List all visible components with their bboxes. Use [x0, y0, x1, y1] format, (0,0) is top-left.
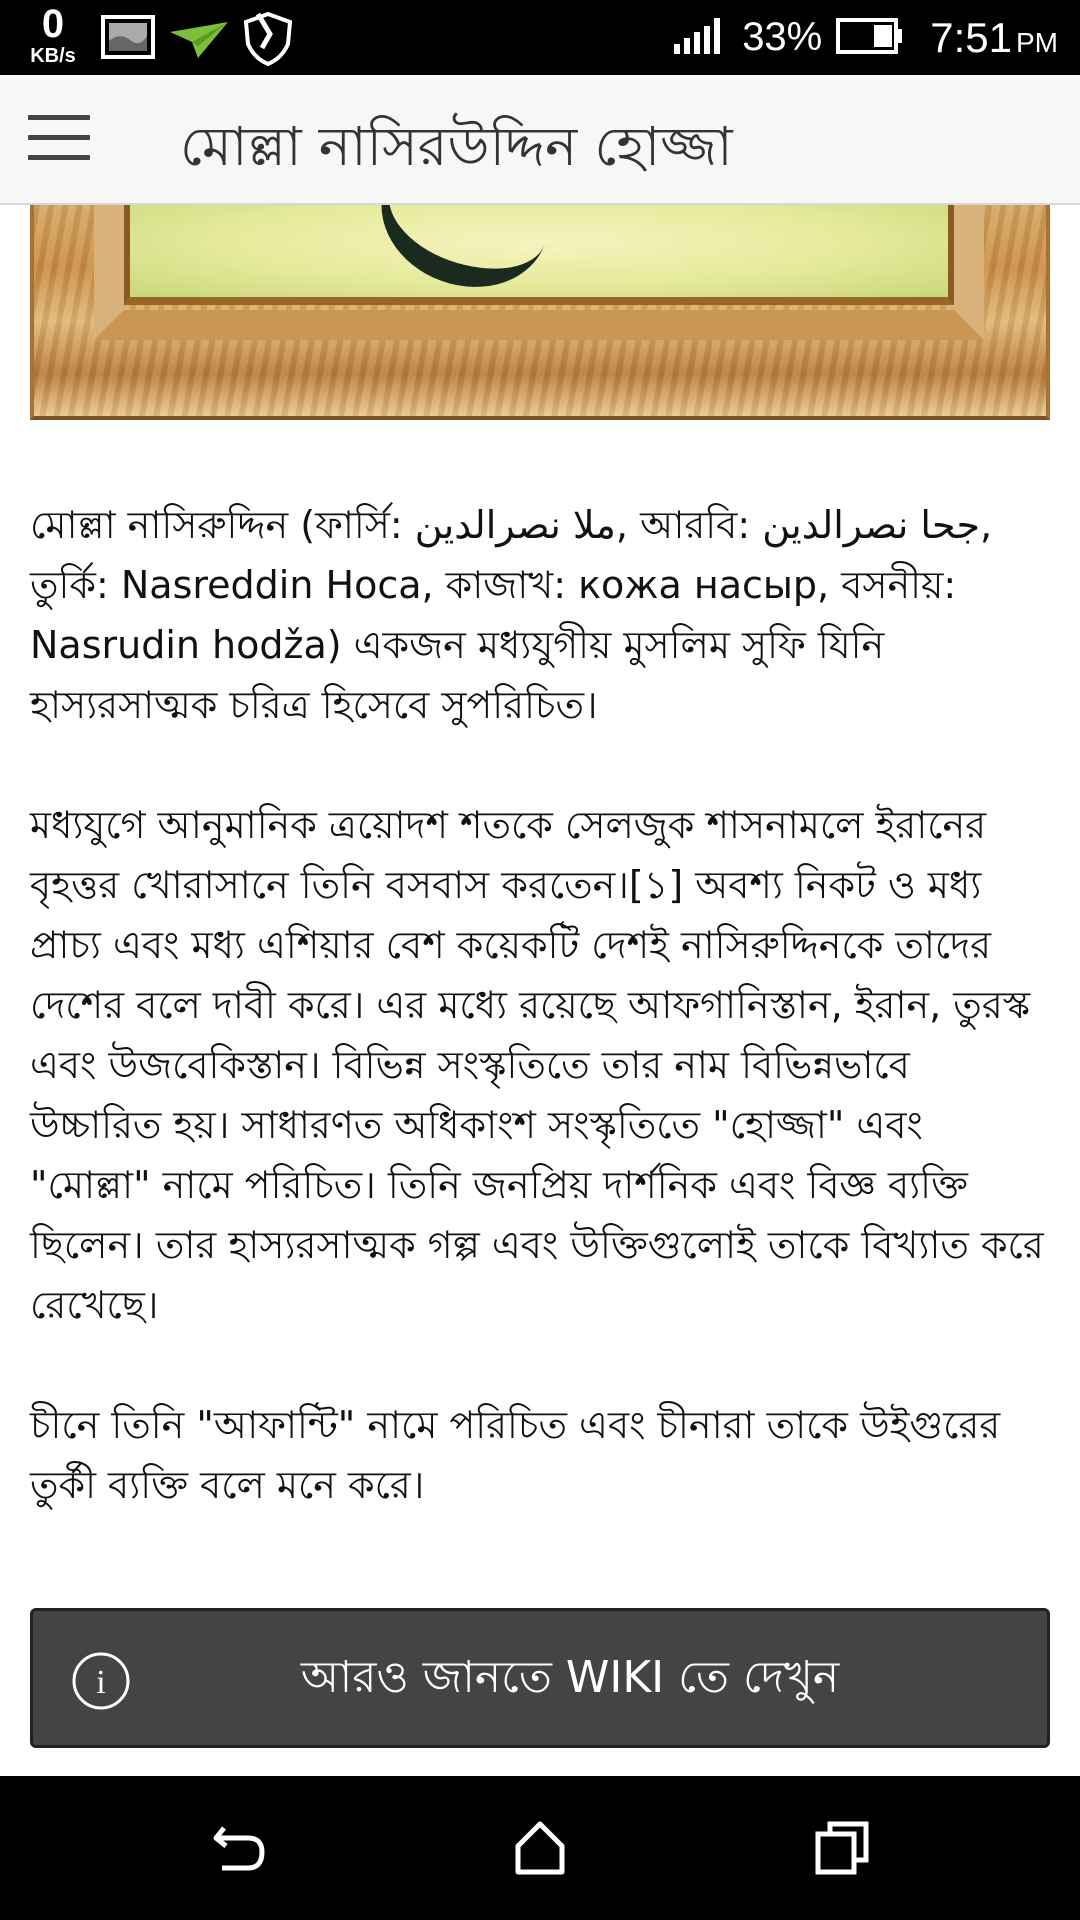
signal-icon: [672, 16, 728, 60]
framed-portrait-image: [30, 205, 1050, 420]
article-paragraph-3: চীনে তিনি "আফান্টি" নামে পরিচিত এবং চীনারা তাকে উইগুরের তুর্কী ব্যক্তি বলে মনে করে।: [30, 1403, 1001, 1507]
article-paragraph-2: মধ্যযুগে আনুমানিক ত্রয়োদশ শতকে সেলজুক শাসনামলে ইরানের বৃহত্তর খোরাসানে তিনি বসবাস করতেন।[১] অবশ্য নিকট ও মধ্য প্রাচ্য এবং মধ্য এশিয়ার বেশ কয়েকটি দেশই নাসিরুদ্দিনকে তাদের দেশের বলে দাবী করে। এর মধ্যে রয়েছে আফগানিস্তান, ইরান, তুরস্ক এবং উজবেকিস্তান। বিভিন্ন সংস্কৃতিতে তার নাম বিভিন্নভাবে উচ্চারিত হয়। সাধারণত অধিকাংশ সংস্কৃতিতে "হোজ্জা" এবং "মোল্লা" নামে পরিচিত। তিনি জনপ্রিয় দার্শনিক এবং বিজ্ঞ ব্যক্তি ছিলেন। তার হাস্যরসাত্মক গল্প এবং উক্তিগুলোই তাকে বিখ্যাত করে রেখেছে।: [30, 803, 1044, 1327]
svg-text:i: i: [96, 1664, 106, 1701]
network-speed-unit: KB/s: [30, 45, 76, 67]
article-body: [30, 495, 1050, 1515]
app-bar: [0, 75, 1080, 205]
article-paragraph-1: মোল্লা নাসিরুদ্দিন (ফার্সি: ملا نصرالدين, আরবি: جحا نصرالدين, তুর্কি: Nasreddin Hoca, কাজাখ: кожа насыр, বসনীয়: Nasrudin hodža) একজন মধ্যযুগীয় মুসলিম সুফি যিনি হাস্যরসাত্মক চরিত্র হিসেবে সুপরিচিত।: [30, 503, 993, 727]
back-icon[interactable]: [210, 1818, 270, 1878]
hamburger-menu-icon[interactable]: [28, 115, 92, 165]
wiki-button[interactable]: [30, 1608, 1050, 1748]
home-icon[interactable]: [510, 1818, 570, 1878]
battery-icon: [836, 16, 904, 60]
portrait-beard-detail: [361, 205, 569, 310]
network-speed-value: 0: [41, 2, 65, 46]
clock-time: 7:51: [930, 13, 1012, 61]
shield-notification-icon: [240, 8, 296, 70]
navigation-bar: [0, 1776, 1080, 1920]
battery-percent: 33%: [742, 15, 823, 59]
wiki-button-label: আরও জানতে WIKI তে দেখুন: [300, 1652, 840, 1703]
airdroid-notification-icon: [168, 20, 230, 64]
page-title: মোল্লা নাসিরউদ্দিন হোজ্জা: [180, 115, 733, 178]
gallery-notification-icon: [100, 14, 156, 64]
clock-ampm: PM: [1016, 26, 1058, 58]
recents-icon[interactable]: [812, 1818, 872, 1878]
status-bar: [0, 0, 1080, 75]
clock: [930, 14, 1058, 62]
status-right-group: [672, 0, 1058, 75]
network-speed: [20, 4, 86, 66]
